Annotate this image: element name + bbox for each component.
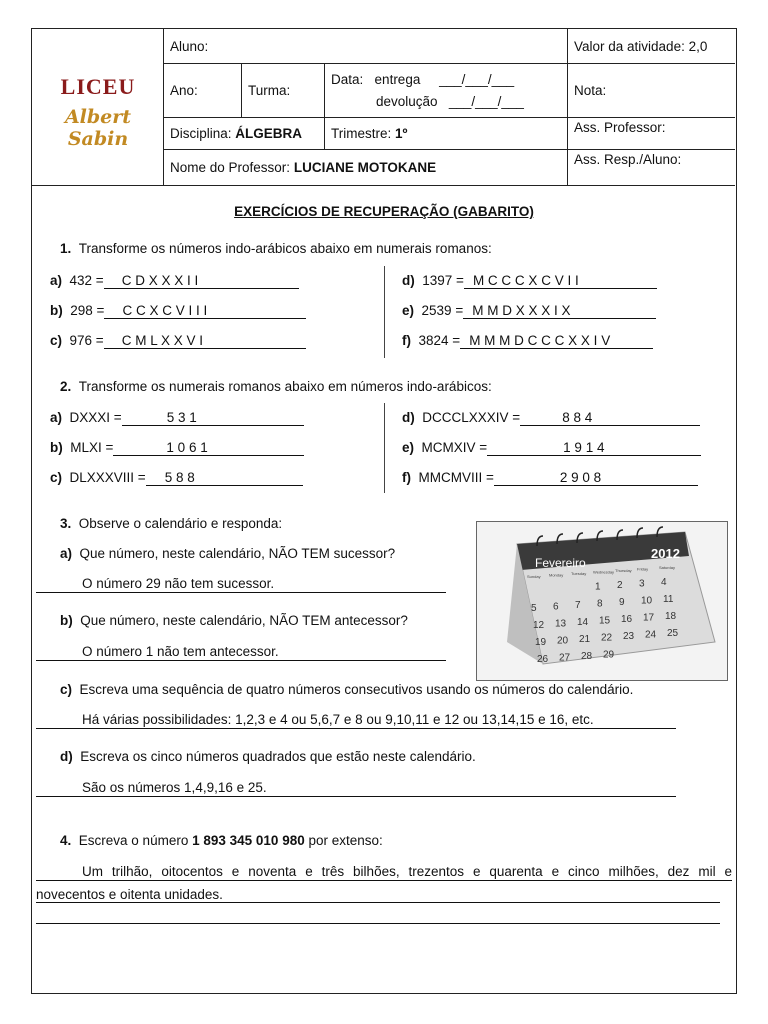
- q3d-line: [36, 796, 676, 797]
- q4-line1: [36, 880, 732, 881]
- calendar-day: 19: [535, 637, 547, 648]
- calendar-day: 29: [603, 649, 615, 661]
- calendar-day: 11: [663, 594, 674, 605]
- calendar-day: 23: [623, 631, 635, 642]
- calendar-day: 28: [581, 651, 593, 662]
- calendar-day: 6: [553, 601, 559, 613]
- calendar-day: 12: [533, 620, 545, 631]
- professor-cell: Nome do Professor: LUCIANE MOTOKANE: [164, 150, 568, 186]
- q1-answer-b[interactable]: C C X C V I I I: [104, 303, 306, 319]
- q1-answer-c[interactable]: C M L X X V I: [104, 333, 306, 349]
- calendar-day: 4: [661, 577, 667, 588]
- q3c-answer[interactable]: Há várias possibilidades: 1,2,3 e 4 ou 5,6,7 e 8 ou 9,10,11 e 12 ou 13,14,15 e 16, etc.: [82, 712, 594, 727]
- page-title: EXERCÍCIOS DE RECUPERAÇÃO (GABARITO): [234, 204, 534, 219]
- calendar-day: 16: [621, 614, 633, 625]
- calendar-day: 15: [599, 615, 611, 627]
- calendar-day: 25: [667, 628, 679, 639]
- calendar-weekday: Sunday: [527, 574, 541, 579]
- nota-field[interactable]: Nota:: [568, 64, 736, 118]
- q4-line3: [36, 923, 720, 924]
- q2-answer-d[interactable]: 8 8 4: [520, 410, 700, 426]
- q3-heading: 3. Observe o calendário e responda:: [60, 516, 283, 531]
- q3c-question: c) Escreva uma sequência de quatro números consecutivos usando os números do calendário.: [60, 682, 634, 697]
- trimestre-cell: Trimestre: 1º: [325, 118, 568, 150]
- q1-item-f: f) 3824 = M M M D C C C X X I V: [402, 333, 653, 349]
- devolucao-date[interactable]: ___/___/___: [448, 93, 524, 109]
- calendar-day: 26: [537, 654, 549, 665]
- q1-divider: [384, 266, 385, 358]
- disciplina-cell: Disciplina: ÁLGEBRA: [164, 118, 325, 150]
- calendar-weekday: Monday: [549, 572, 564, 578]
- calendar-day: 5: [531, 603, 537, 614]
- calendar-day: 21: [579, 634, 591, 645]
- q1-answer-d[interactable]: M C C C X C V I I: [464, 273, 657, 289]
- q1-item-c: c) 976 = C M L X X V I: [50, 333, 306, 349]
- calendar-year: 2012: [651, 546, 680, 561]
- aluno-field[interactable]: Aluno:: [164, 29, 568, 64]
- q3d-answer[interactable]: São os números 1,4,9,16 e 25.: [82, 780, 267, 795]
- q2-item-d: d) DCCCLXXXIV = 8 8 4: [402, 410, 700, 426]
- valor-atividade: Valor da atividade: 2,0: [568, 29, 736, 64]
- calendar-weekday: Thursday: [615, 568, 632, 573]
- q1-item-e: e) 2539 = M M D X X X I X: [402, 303, 656, 319]
- calendar-day: 22: [601, 632, 613, 644]
- calendar-weekday: Saturday: [659, 565, 676, 570]
- calendar-image: [476, 521, 728, 681]
- q2-answer-a[interactable]: 5 3 1: [122, 410, 304, 426]
- turma-field[interactable]: Turma:: [242, 64, 325, 118]
- q3a-question: a) Que número, neste calendário, NÃO TEM sucessor?: [60, 546, 396, 561]
- q3b-question: b) Que número, neste calendário, NÃO TEM antecessor?: [60, 613, 408, 628]
- entrega-date[interactable]: ___/___/___: [439, 71, 515, 87]
- q2-answer-b[interactable]: 1 0 6 1: [113, 440, 304, 456]
- q3b-answer[interactable]: O número 1 não tem antecessor.: [82, 644, 279, 659]
- calendar-day: 1: [595, 581, 601, 593]
- q2-item-b: b) MLXI = 1 0 6 1: [50, 440, 304, 456]
- ass-professor[interactable]: Ass. Professor:: [568, 118, 736, 150]
- calendar-day: 20: [557, 635, 569, 647]
- calendar-day: 9: [619, 597, 625, 608]
- q4-heading: 4. Escreva o número 1 893 345 010 980 por extenso:: [60, 833, 383, 848]
- calendar-day: 10: [641, 595, 653, 607]
- data-field: Data: entrega ___/___/___ devolução ___/___/___: [325, 64, 568, 118]
- logo-liceu: LICEU: [60, 74, 136, 99]
- calendar-day: 3: [639, 578, 645, 590]
- school-logo: [36, 60, 160, 150]
- logo-albert-sabin: Albert Sabin: [64, 106, 132, 150]
- ass-resp-aluno[interactable]: Ass. Resp./Aluno:: [568, 150, 736, 186]
- q3d-question: d) Escreva os cinco números quadrados que estão neste calendário.: [60, 749, 476, 764]
- calendar-day: 13: [555, 618, 567, 630]
- calendar-weekday: Friday: [637, 566, 649, 572]
- ano-field[interactable]: Ano:: [164, 64, 242, 118]
- calendar-day: 24: [645, 629, 657, 641]
- calendar-day: 8: [597, 598, 603, 610]
- q2-divider: [384, 403, 385, 493]
- q4-answer-line1[interactable]: Um trilhão, oitocentos e noventa e três bilhões, trezentos e quarenta e cinco milhões, dez mil e: [82, 864, 732, 879]
- q2-heading: 2. Transforme os numerais romanos abaixo em números indo-arábicos:: [60, 379, 492, 394]
- q4-answer-line2[interactable]: novecentos e oitenta unidades.: [36, 887, 223, 902]
- q2-item-f: f) MMCMVIII = 2 9 0 8: [402, 470, 698, 486]
- q3c-line: [36, 728, 676, 729]
- calendar-day: 18: [665, 611, 677, 622]
- q1-heading: 1. Transforme os números indo-arábicos abaixo em numerais romanos:: [60, 241, 492, 256]
- q4-number: 1 893 345 010 980: [192, 833, 305, 848]
- q1-answer-f[interactable]: M M M D C C C X X I V: [460, 333, 653, 349]
- q2-answer-e[interactable]: 1 9 1 4: [487, 440, 701, 456]
- calendar-day: 27: [559, 652, 571, 664]
- calendar-weekday: Wednesday: [593, 569, 615, 575]
- calendar-weekday: Tuesday: [571, 571, 587, 576]
- q2-item-e: e) MCMXIV = 1 9 1 4: [402, 440, 701, 456]
- q3a-line: [36, 592, 446, 593]
- q1-answer-e[interactable]: M M D X X X I X: [463, 303, 656, 319]
- q3b-line: [36, 660, 446, 661]
- calendar-day: 7: [575, 600, 581, 611]
- q1-item-d: d) 1397 = M C C C X C V I I: [402, 273, 657, 289]
- q2-answer-c[interactable]: 5 8 8: [146, 470, 303, 486]
- calendar-illustration: [477, 522, 727, 680]
- calendar-day: 17: [643, 612, 655, 624]
- calendar-day: 14: [577, 617, 589, 628]
- q4-line2: [36, 902, 720, 903]
- q1-item-b: b) 298 = C C X C V I I I: [50, 303, 306, 319]
- q1-item-a: a) 432 = C D X X X I I: [50, 273, 299, 289]
- q2-item-a: a) DXXXI = 5 3 1: [50, 410, 304, 426]
- calendar-day: 2: [617, 580, 623, 591]
- q2-answer-f[interactable]: 2 9 0 8: [494, 470, 698, 486]
- q2-item-c: c) DLXXXVIII = 5 8 8: [50, 470, 303, 486]
- calendar-month: Fevereiro: [535, 556, 586, 570]
- q3a-answer[interactable]: O número 29 não tem sucessor.: [82, 576, 275, 591]
- q1-answer-a[interactable]: C D X X X I I: [104, 273, 299, 289]
